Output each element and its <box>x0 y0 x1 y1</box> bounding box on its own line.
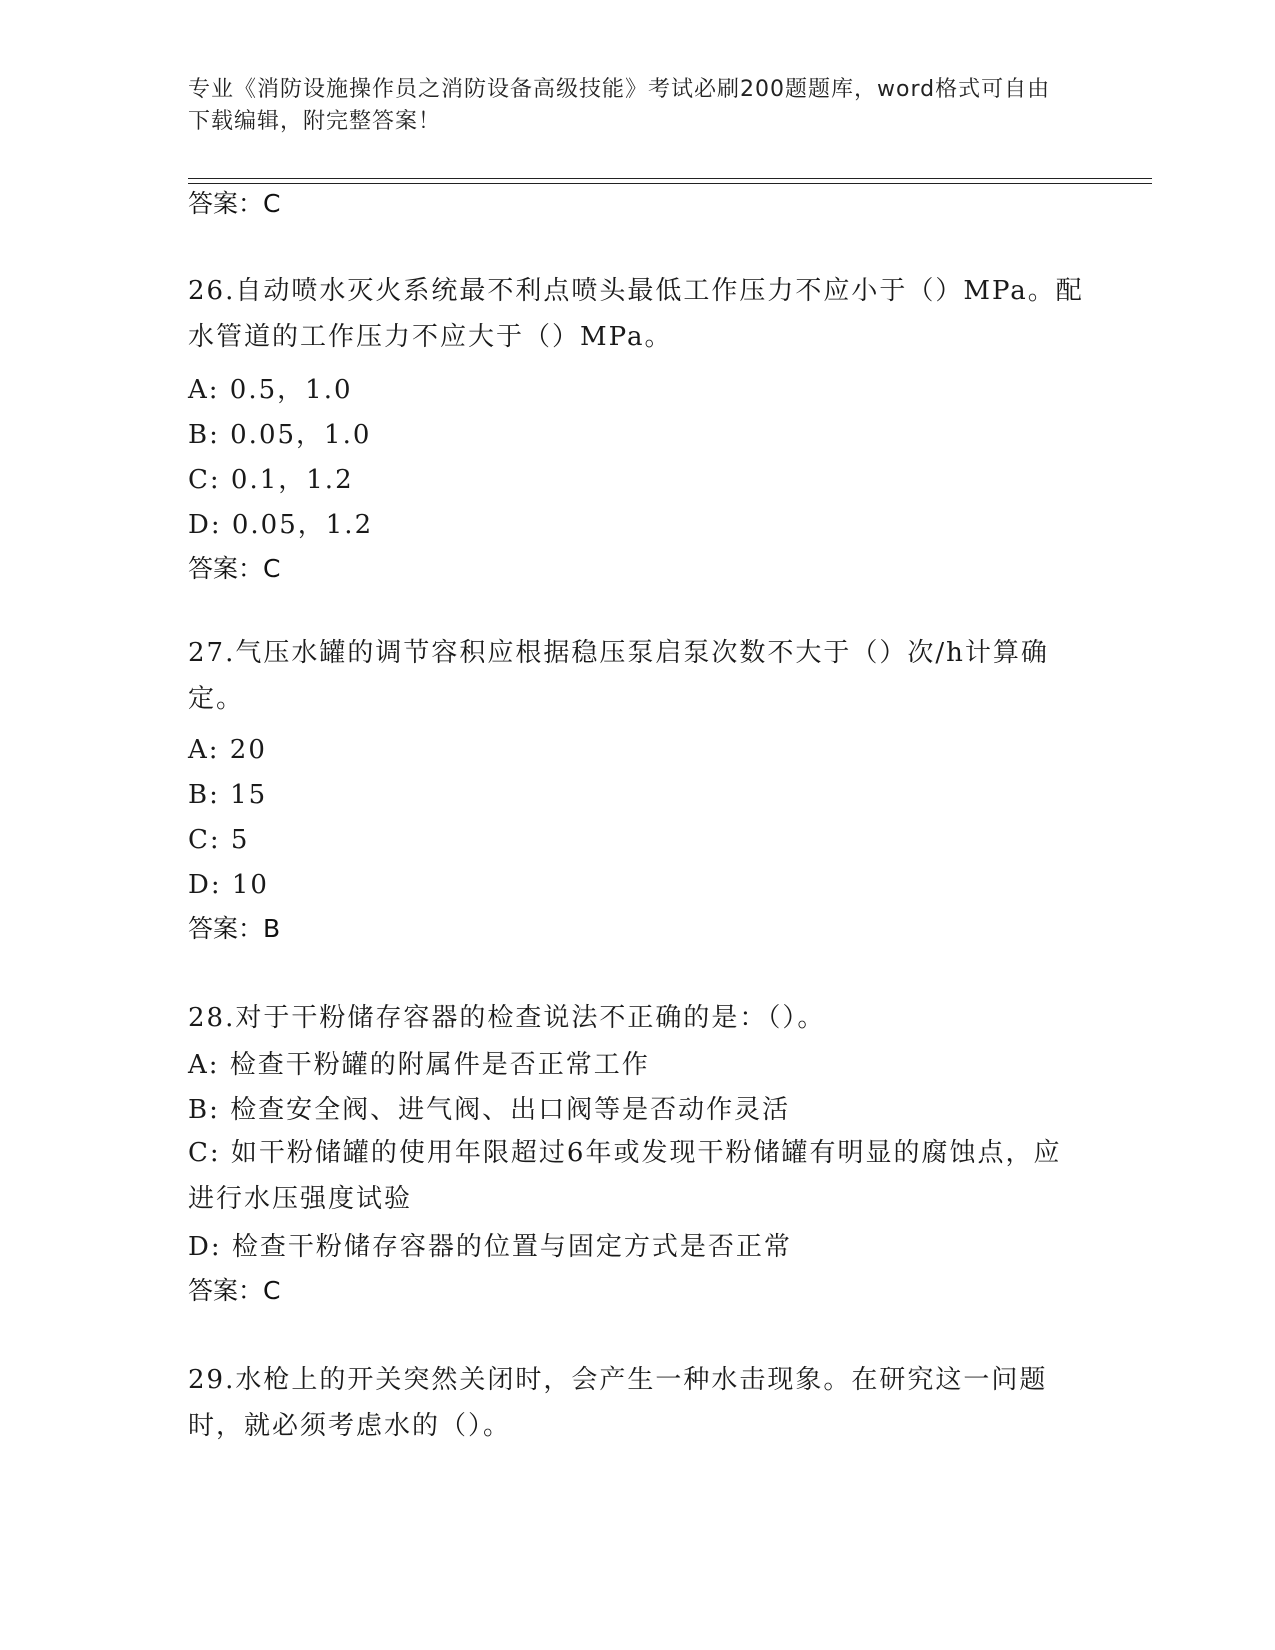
question-28-option-b: B: 检查安全阀、进气阀、出口阀等是否动作灵活 <box>188 1095 791 1125</box>
question-28-answer: 答案：C <box>188 1276 281 1305</box>
question-26-option-c: C: 0.1，1.2 <box>188 465 354 495</box>
question-28-option-a: A: 检查干粉罐的附属件是否正常工作 <box>188 1050 650 1080</box>
question-28-text: 28.对于干粉储存容器的检查说法不正确的是：（）。 <box>188 1003 826 1033</box>
header-rule-top <box>188 178 1152 179</box>
question-27-answer: 答案：B <box>188 914 281 943</box>
question-26-answer: 答案：C <box>188 554 281 583</box>
question-26-option-a: A: 0.5，1.0 <box>188 375 353 405</box>
question-26-text: 26.自动喷水灭火系统最不利点喷头最低工作压力不应小于（）MPa。配水管道的工作压力不应大于（）MPa。 <box>188 276 1084 352</box>
answer-previous: 答案：C <box>188 189 281 218</box>
question-27-option-c: C: 5 <box>188 825 250 855</box>
question-27-text: 27.气压水罐的调节容积应根据稳压泵启泵次数不大于（）次/h计算确定。 <box>188 638 1049 714</box>
question-28-option-c: C: 如干粉储罐的使用年限超过6年或发现干粉储罐有明显的腐蚀点，应进行水压强度试验 <box>188 1138 1062 1214</box>
question-26-option-d: D: 0.05，1.2 <box>188 510 374 540</box>
question-29-text: 29.水枪上的开关突然关闭时，会产生一种水击现象。在研究这一问题时，就必须考虑水的（）。 <box>188 1365 1048 1441</box>
page-header: 专业《消防设施操作员之消防设备高级技能》考试必刷200题题库，word格式可自由下载编辑，附完整答案！ <box>188 77 1051 134</box>
question-27-option-d: D: 10 <box>188 870 269 900</box>
question-27-option-a: A: 20 <box>188 735 267 765</box>
question-26-option-b: B: 0.05，1.0 <box>188 420 372 450</box>
header-rule-bottom <box>188 183 1152 184</box>
question-28-option-d: D: 检查干粉储存容器的位置与固定方式是否正常 <box>188 1232 792 1262</box>
question-27-option-b: B: 15 <box>188 780 268 810</box>
